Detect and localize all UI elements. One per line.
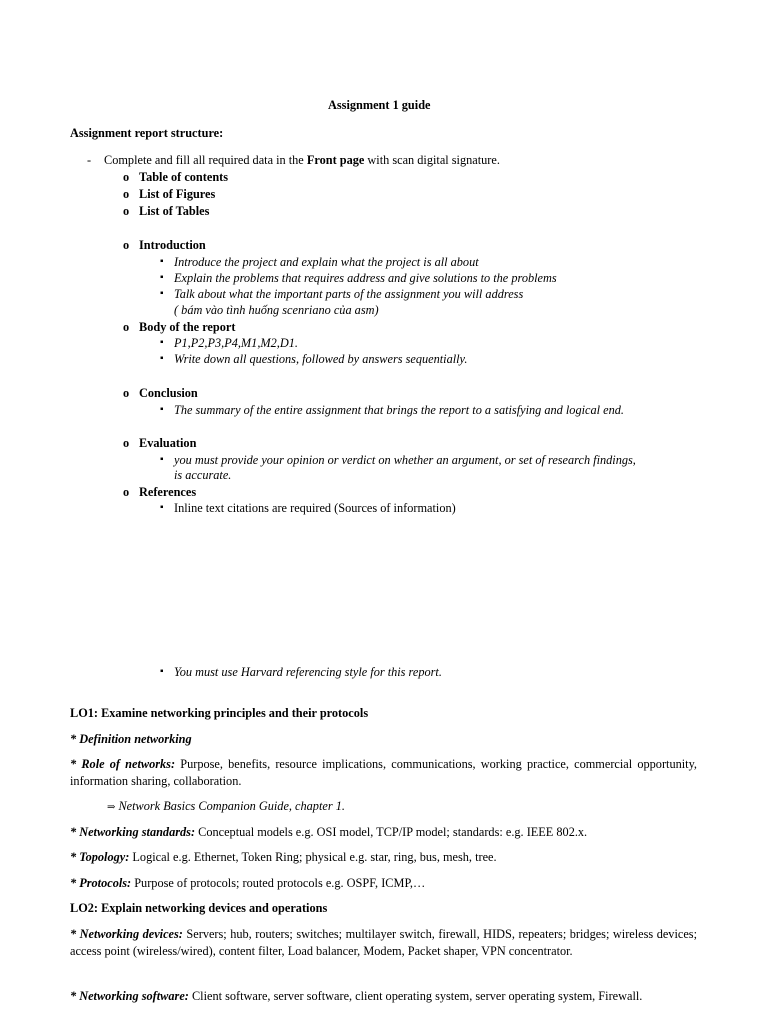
intro-item: Explain the problems that requires address and give solutions to the problems	[174, 271, 557, 285]
outline-marker: o	[123, 485, 130, 499]
bullet-marker: ▪	[160, 337, 164, 348]
body-item: Write down all questions, followed by answers sequentially.	[174, 352, 468, 366]
harvard-item: You must use Harvard referencing style for this report.	[174, 665, 442, 679]
intro-note: ( bám vào tình huống scenriano của asm)	[174, 303, 379, 317]
arrow-icon: ⇒	[107, 802, 116, 813]
outline-references: References	[139, 485, 197, 499]
body-item: P1,P2,P3,P4,M1,M2,D1.	[174, 336, 298, 350]
networking-devices: * Networking devices: Servers; hub, routers; switches; multilayer switch, firewall, HIDS, repeaters; bridges; wireless devices; access point (wireless/wired), content filter, Load balancer, Modem, Packet shaper, VPN concentrator.	[70, 927, 697, 958]
outline-list-of-figures: List of Figures	[139, 187, 216, 201]
outline-list-of-tables: List of Tables	[139, 204, 210, 218]
outline-conclusion: Conclusion	[139, 386, 198, 400]
lo1-heading: LO1: Examine networking principles and their protocols	[70, 706, 369, 720]
outline-marker: o	[123, 187, 130, 201]
intro-item: Introduce the project and explain what the project is all about	[174, 255, 479, 269]
outline-body: Body of the report	[139, 320, 236, 334]
structure-heading: Assignment report structure:	[70, 126, 224, 140]
outline-evaluation: Evaluation	[139, 436, 197, 450]
intro-item: Talk about what the important parts of the assignment you will address	[174, 287, 524, 301]
outline-marker: o	[123, 238, 130, 252]
bullet-marker: ▪	[160, 454, 164, 465]
bullet-marker: ▪	[160, 272, 164, 283]
evaluation-item-continued: is accurate.	[174, 468, 232, 482]
bullet-marker: ▪	[160, 288, 164, 299]
bullet-marker: ▪	[160, 502, 164, 513]
networking-standards: * Networking standards: Conceptual models e.g. OSI model, TCP/IP model; standards: e.g. IEEE 802.x.	[70, 825, 588, 839]
bullet-marker: ▪	[160, 353, 164, 364]
role-of-networks: * Role of networks: Purpose, benefits, resource implications, communications, working practice, commercial opportunity, information sharing, collaboration.	[70, 757, 698, 788]
outline-marker: o	[123, 204, 130, 218]
outline-marker: o	[123, 436, 130, 450]
conclusion-item: The summary of the entire assignment that brings the report to a satisfying and logical end.	[174, 403, 624, 417]
dash-marker: -	[87, 153, 92, 167]
outline-marker: o	[123, 320, 130, 334]
outline-introduction: Introduction	[139, 238, 206, 252]
evaluation-item: you must provide your opinion or verdict on whether an argument, or set of research findings,	[174, 453, 636, 467]
outline-marker: o	[123, 170, 130, 184]
references-item: Inline text citations are required (Sources of information)	[174, 501, 456, 515]
lo2-heading: LO2: Explain networking devices and operations	[70, 901, 328, 915]
outline-table-of-contents: Table of contents	[139, 170, 229, 184]
protocols: * Protocols: Purpose of protocols; routed protocols e.g. OSPF, ICMP,…	[70, 876, 426, 890]
reference-note: ⇒ Network Basics Companion Guide, chapter 1.	[107, 799, 345, 813]
bullet-marker: ▪	[160, 404, 164, 415]
definition-networking: * Definition networking	[70, 732, 192, 746]
bullet-marker: ▪	[160, 666, 164, 677]
networking-software: * Networking software: Client software, server software, client operating system, server operating system, Firewall.	[70, 989, 643, 1003]
document-title: Assignment 1 guide	[328, 98, 431, 112]
topology: * Topology: Logical e.g. Ethernet, Token Ring; physical e.g. star, ring, bus, mesh, tree.	[70, 850, 497, 864]
front-page-instruction: Complete and fill all required data in the Front page with scan digital signature.	[104, 153, 500, 167]
bullet-marker: ▪	[160, 256, 164, 267]
outline-marker: o	[123, 386, 130, 400]
